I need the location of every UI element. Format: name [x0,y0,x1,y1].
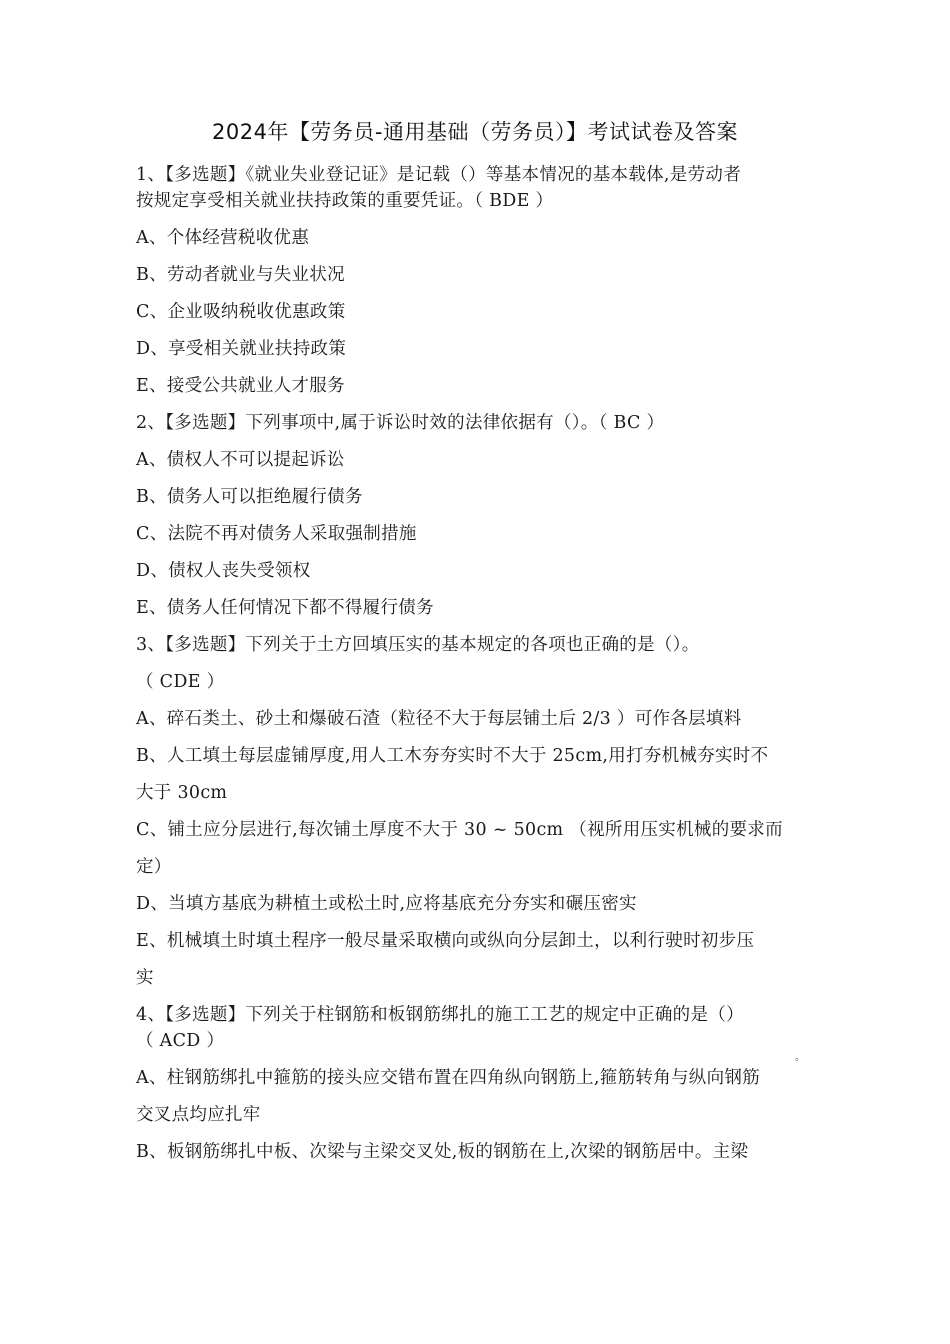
question-3-option-b-line-2: 大于 30cm [136,783,228,803]
question-4-option-a-line-1: A、柱钢筋绑扎中箍筋的接头应交错布置在四角纵向钢筋上,箍筋转角与纵向钢筋 [136,1068,760,1088]
question-3-option-c-line-2: 定） [136,857,172,877]
question-4 [136,1002,826,1165]
question-2-option-a: A、债权人不可以提起诉讼 [136,450,345,470]
question-1-option-d: D、享受相关就业扶持政策 [136,339,347,359]
document-title: 2024年【劳务员-通用基础（劳务员）】考试试卷及答案 [211,120,739,144]
question-3-option-c-line-1: C、铺土应分层进行,每次铺土厚度不大于 30 ~ 50cm （视所用压实机械的要求而 [136,820,783,840]
question-1-stem-line-2: 按规定享受相关就业扶持政策的重要凭证。（ BDE ） [136,191,554,211]
question-3-stem-line-2: （ CDE ） [136,672,225,692]
question-1-option-c: C、企业吸纳税收优惠政策 [136,302,346,322]
question-1-option-e: E、接受公共就业人才服务 [136,376,345,396]
question-list [136,162,826,1165]
question-2-option-d: D、债权人丧失受领权 [136,561,311,581]
question-3-option-e-line-2: 实 [136,968,154,988]
question-3 [136,632,826,991]
question-4-stem-line-2: （ ACD ） [136,1031,225,1051]
question-1-option-a: A、个体经营税收优惠 [136,228,310,248]
question-2-option-c: C、法院不再对债务人采取强制措施 [136,524,417,544]
question-1-stem-line-1: 1、【多选题】《就业失业登记证》是记载（）等基本情况的基本载体,是劳动者 [136,165,741,185]
question-3-stem-line-1: 3、【多选题】下列关于土方回填压实的基本规定的各项也正确的是（）。 [136,635,700,655]
question-4-stem-line-1: 4、【多选题】下列关于柱钢筋和板钢筋绑扎的施工工艺的规定中正确的是（） [136,1005,744,1025]
question-1-option-b: B、劳动者就业与失业状况 [136,265,345,285]
question-2-option-e: E、债务人任何情况下都不得履行债务 [136,598,434,618]
question-1 [136,162,826,399]
question-2 [136,410,826,621]
question-4-option-b-line-1: B、板钢筋绑扎中板、次梁与主梁交叉处,板的钢筋在上,次梁的钢筋居中。主梁 [136,1142,749,1162]
question-3-option-b-line-1: B、人工填土每层虚铺厚度,用人工木夯夯实时不大于 25cm,用打夯机械夯实时不 [136,746,769,766]
question-2-option-b: B、债务人可以拒绝履行债务 [136,487,363,507]
question-3-option-d: D、当填方基底为耕植土或松土时,应将基底充分夯实和碾压密实 [136,894,637,914]
question-3-option-e-line-1: E、机械填土时填土程序一般尽量采取横向或纵向分层卸土，以利行驶时初步压 [136,931,755,951]
question-2-stem-line-1: 2、【多选题】下列事项中,属于诉讼时效的法律依据有（）。（ BC ） [136,413,665,433]
question-3-option-a: A、碎石类土、砂土和爆破石渣（粒径不大于每层铺土后 2/3 ）可作各层填料 [136,709,742,729]
question-4-option-a-line-2: 交叉点均应扎牢 [136,1105,261,1125]
question-4-period-mark: 。 [795,1052,805,1063]
